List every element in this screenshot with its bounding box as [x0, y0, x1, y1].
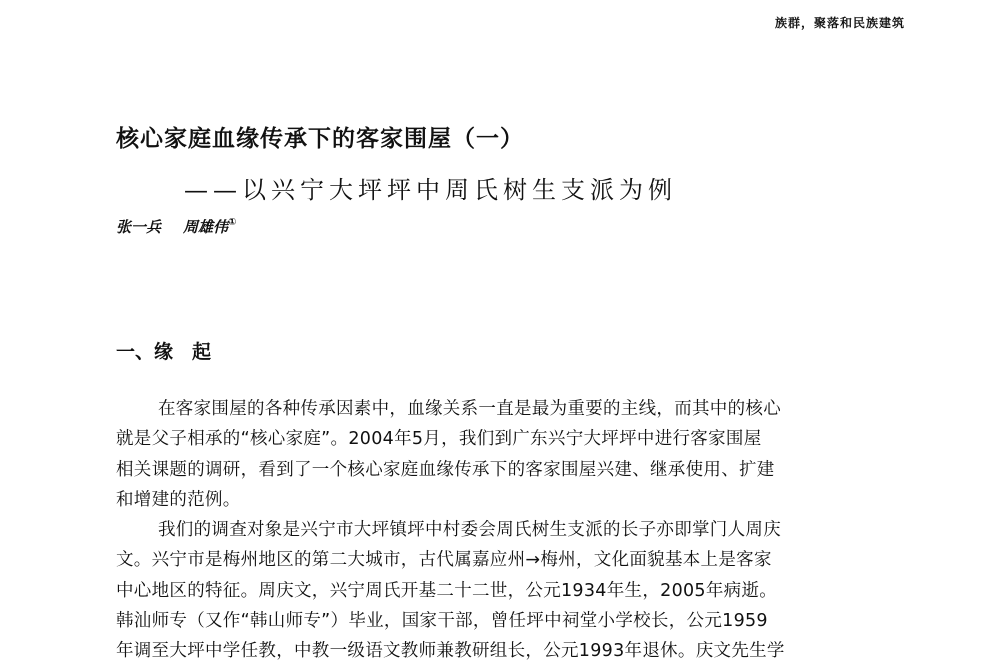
section-number: 一、 [116, 341, 155, 363]
article-subtitle: ——以兴宁大坪坪中周氏树生支派为例 [184, 176, 677, 204]
author-line [116, 216, 237, 237]
paragraph-line: 在客家围屋的各种传承因素中，血缘关系一直是最为重要的主线，而其中的核心 [158, 399, 781, 419]
paragraph-line: 就是父子相承的“核心家庭”。2004年5月，我们到广东兴宁大坪坪中进行客家围屋 [116, 429, 762, 450]
section-heading [116, 337, 211, 364]
author-name: 周雄伟 [183, 218, 229, 236]
section-title: 缘 起 [154, 341, 212, 363]
article-title: 核心家庭血缘传承下的客家围屋（一） [116, 126, 524, 152]
paragraph-line: 韩汕师专（又作“韩山师专”）毕业，国家干部，曾任坪中祠堂小学校长，公元1959 [116, 611, 768, 632]
running-header: 族群，聚落和民族建筑 [774, 16, 905, 30]
paragraph-line: 中心地区的特征。周庆文，兴宁周氏开基二十二世，公元1934年生，2005年病逝。 [116, 580, 778, 601]
paragraph-line: 我们的调查对象是兴宁市大坪镇坪中村委会周氏树生支派的长子亦即掌门人周庆 [158, 520, 781, 541]
body-text [116, 394, 902, 667]
footnote-marker: ① [228, 217, 237, 228]
paragraph-line: 相关课题的调研，看到了一个核心家庭血缘传承下的客家围屋兴建、继承使用、扩建 [116, 459, 775, 480]
paragraph-line: 和增建的范例。 [116, 489, 241, 510]
paragraph-line: 文。兴宁市是梅州地区的第二大城市，古代属嘉应州→梅州，文化面貌基本上是客家 [116, 550, 772, 571]
author-name: 张一兵 [116, 218, 162, 236]
paragraph-line: 年调至大坪中学任教，中教一级语文教师兼教研组长，公元1993年退休。庆文先生学 [116, 641, 785, 662]
